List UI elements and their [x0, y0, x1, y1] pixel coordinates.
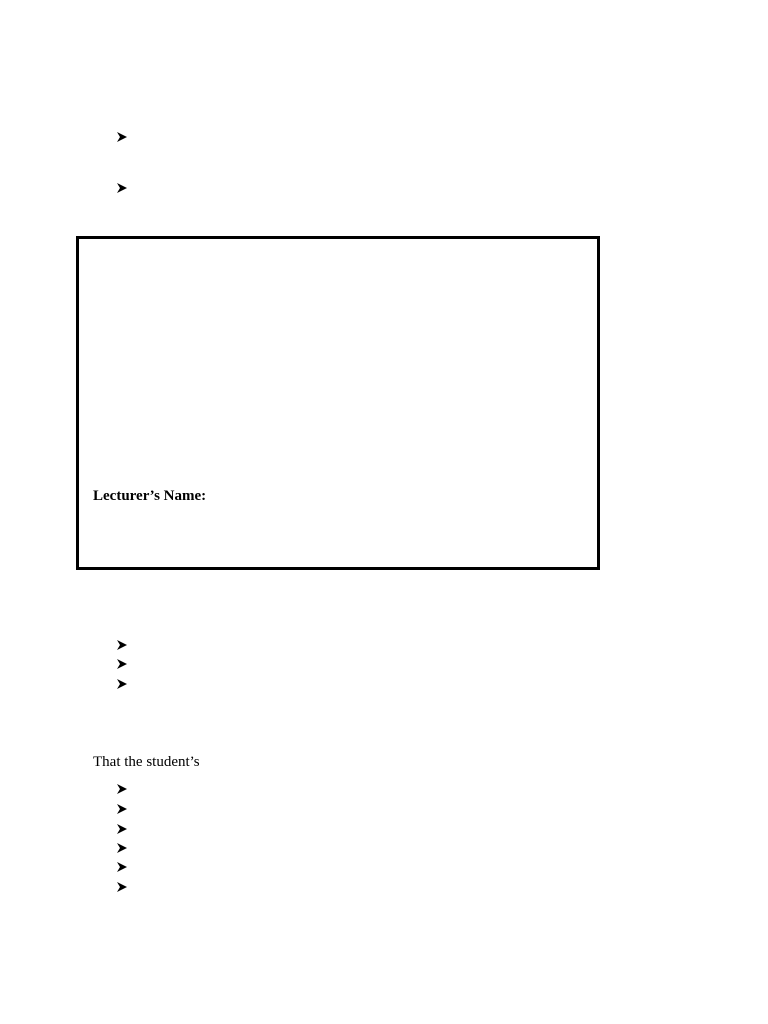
arrowhead-bullet-icon — [116, 783, 130, 797]
student-lead-text: That the student’s — [93, 754, 200, 770]
arrowhead-bullet-icon — [116, 182, 130, 196]
arrowhead-bullet-icon — [116, 639, 130, 653]
arrowhead-bullet-icon — [116, 658, 130, 672]
arrowhead-bullet-icon — [116, 131, 130, 145]
arrowhead-bullet-icon — [116, 678, 130, 692]
arrowhead-bullet-icon — [116, 881, 130, 895]
lecturer-name-label: Lecturer’s Name: — [93, 488, 207, 504]
lecturer-box — [76, 236, 600, 570]
arrowhead-bullet-icon — [116, 842, 130, 856]
arrowhead-bullet-icon — [116, 803, 130, 817]
arrowhead-bullet-icon — [116, 823, 130, 837]
arrowhead-bullet-icon — [116, 861, 130, 875]
